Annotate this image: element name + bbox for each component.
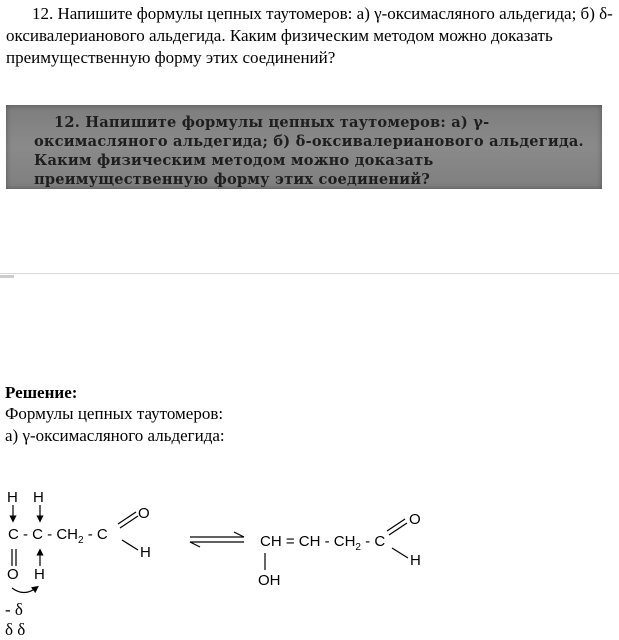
left-bottom-h: H: [34, 566, 45, 583]
aldehyde-h-bond-right: [392, 548, 408, 558]
left-aldehyde-h: H: [140, 544, 151, 561]
left-chain: C - C - $CH_2$ - C: [8, 526, 108, 546]
left-bottom-o: O: [7, 566, 19, 583]
equilibrium-bottom-head: [190, 542, 200, 547]
aldehyde-h-bond: [122, 540, 138, 550]
right-aldehyde-h: H: [410, 552, 421, 569]
carbonyl-bond-1: [118, 512, 136, 524]
solution-heading: Решение:: [5, 383, 78, 402]
carbonyl-bond-1-right: [387, 519, 405, 531]
carbonyl-bond-2: [120, 516, 138, 528]
solution-line-1: Формулы цепных таутомеров:: [5, 404, 224, 423]
right-chain: CH = CH - $CH_2$ - C: [260, 533, 386, 553]
solution-line-2: а) γ-оксимасляного альдегида:: [5, 426, 225, 445]
cut-off-line: δ δ: [5, 620, 26, 639]
equilibrium-top-head: [234, 532, 244, 537]
left-carbonyl-o: O: [138, 505, 150, 522]
question-text: 12. Напишите формулы цепных таутомеров: а) γ-оксимасляного альдегида; б) δ-оксивалерианового альдегида. Каким физическим методом можно доказать преимущественную форму этих соединений?: [6, 4, 613, 67]
delta-minus-label: - δ: [5, 600, 23, 619]
right-carbonyl-o: O: [409, 511, 421, 528]
right-oh: OH: [258, 572, 281, 589]
carbonyl-bond-2-right: [389, 523, 407, 535]
h-top-2: H: [33, 489, 44, 506]
h-top-1: H: [7, 489, 18, 506]
curved-arrow: [12, 588, 36, 593]
scanned-question-text: 12. Напишите формулы цепных таутомеров: а) γ-оксимасляного альдегида; б) δ-оксивалерианового альдегида. Каким физическим методом можно доказать преимущественную форму этих соединений?: [34, 114, 584, 188]
